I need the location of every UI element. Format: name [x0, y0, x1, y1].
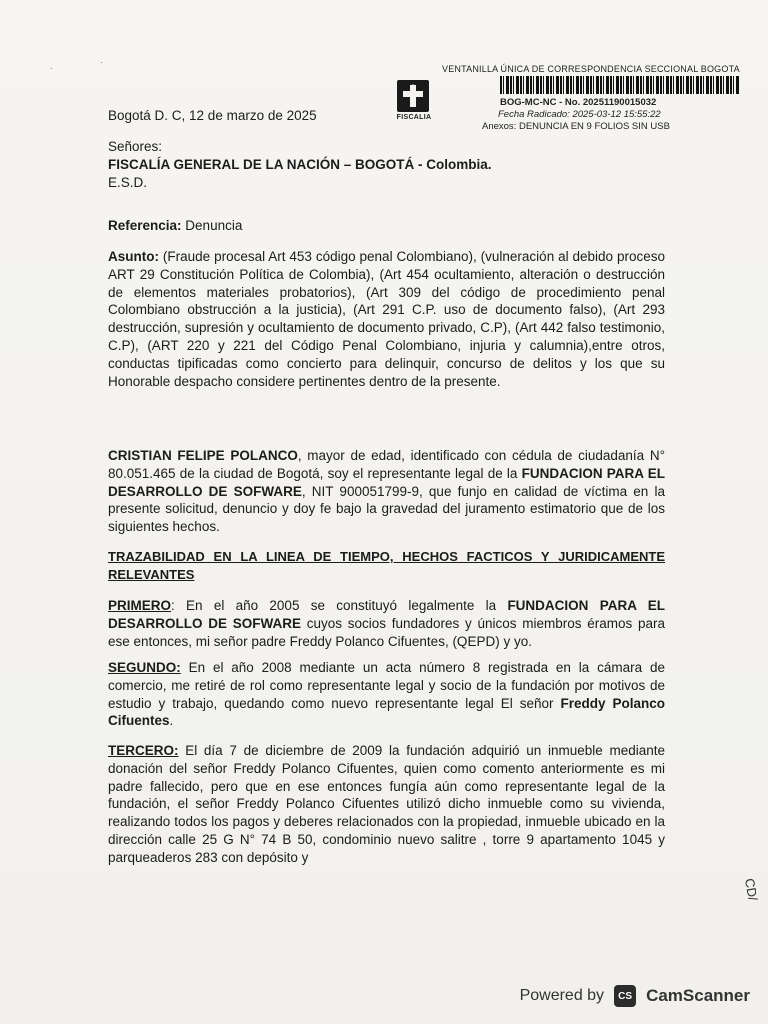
tercero-label: TERCERO: [108, 743, 179, 758]
scanner-watermark [520, 985, 750, 1007]
stamp-anexos: Anexos: DENUNCIA EN 9 FOLIOS SIN USB [482, 121, 670, 132]
segundo-text: En el año 2008 mediante un acta número 8 registrada en la cámara de comercio, me retiré de rol como representante legal y socio de la fundación por motivos de estudio y trabajo, quedando como nuevo representante legal El señor [108, 660, 665, 711]
tercero-paragraph [108, 742, 665, 867]
segundo-end: . [169, 713, 174, 729]
primero-paragraph [108, 597, 665, 650]
primero-text-1: : En el año 2005 se constituyó legalmente la [171, 598, 508, 613]
reference-label: Referencia: [108, 218, 182, 233]
powered-by-text: Powered by [519, 987, 605, 1004]
handwritten-margin-note: CD/ [741, 877, 761, 902]
camscanner-icon: CS [614, 985, 636, 1007]
scan-speck: · [50, 64, 53, 73]
fiscalia-emblem-icon [397, 80, 429, 112]
camscanner-brand: CamScanner [646, 986, 750, 1005]
segundo-name: Freddy Polanco Cifuentes [108, 695, 665, 729]
tercero-text: El día 7 de diciembre de 2009 la fundación adquirió un inmueble mediante donación del señor Freddy Polanco Cifuentes, quien como comento anteriormente es mi padre fallecido, pero que en ese entonces fungía aún como representante legal de la fundación, el señor Freddy Polanco Cifuentes utilizó dicho inmueble como su vivienda, realizando todos los pagos y deberes relacionados con la propiedad, inmueble ubicado en la dirección calle 25 G N° 74 B 50, condominio nuevo salitre , torre 9 apartamento 1045 y parqueaderos 283 con depósito y [108, 743, 665, 865]
recipient-name: FISCALÍA GENERAL DE LA NACIÓN – BOGOTÁ - Colombia. [108, 157, 492, 172]
stamp-fecha: Fecha Radicado: 2025-03-12 15:55:22 [498, 109, 661, 120]
filing-stamp [440, 62, 750, 134]
scan-speck: · [100, 58, 103, 67]
intro-text-1: , mayor de edad, identificado con cédula de ciudadanía N° 80.051.465 de la ciudad de Bogotá, soy el representante legal de la [108, 448, 665, 481]
asunto-label: Asunto: [108, 249, 159, 264]
logo-name: FISCALIA [396, 114, 432, 121]
section-heading: TRAZABILIDAD EN LA LINEA DE TIEMPO, HECHOS FACTICOS Y JURIDICAMENTE RELEVANTES [108, 549, 665, 582]
stamp-radicado: BOG-MC-NC - No. 20251190015032 [500, 97, 657, 108]
stamp-header: VENTANILLA ÚNICA DE CORRESPONDENCIA SECCIONAL BOGOTA [442, 64, 740, 74]
barcode-graphic [500, 76, 740, 94]
intro-text-2: , NIT 900051799-9, que funjo en calidad de víctima en la presente solicitud, denuncio y doy fe bajo la gravedad del juramento estimatorio que de los siguientes hechos. [108, 483, 665, 535]
primero-text-2: cuyos socios fundadores y únicos miembros éramos para ese entonces, mi señor padre Freddy Polanco Cifuentes, (QEPD) y yo. [108, 615, 665, 649]
salutation: Señores: [108, 139, 163, 154]
esd-line: E.S.D. [108, 175, 148, 190]
letter-date: Bogotá D. C, 12 de marzo de 2025 [108, 108, 317, 123]
primero-label: PRIMERO [108, 598, 172, 613]
fiscalia-logo [393, 80, 433, 124]
primero-org: FUNDACION PARA EL DESARROLLO DE SOFWARE [108, 598, 665, 631]
recipient-block [108, 138, 492, 192]
asunto-paragraph [108, 248, 665, 390]
organization-name: FUNDACION PARA EL DESARROLLO DE SOFWARE [108, 465, 665, 499]
complainant-name: CRISTIAN FELIPE POLANCO [108, 448, 298, 463]
segundo-paragraph [108, 659, 665, 730]
reference-line [108, 218, 242, 233]
reference-value: Denuncia [181, 218, 243, 233]
segundo-label: SEGUNDO: [108, 660, 181, 675]
intro-paragraph [108, 447, 665, 536]
asunto-text: (Fraude procesal Art 453 código penal Colombiano), (vulneración al debido proceso ART 29 Constitución Política de Colombia), (Art 454 ocultamiento, alteración o destrucción de elementos materiales probatorios), (Art 309 del código de procedimiento penal Colombiano obstrucción a la justicia), (Art 291 C.P. uso de documento falso), (Art 293 destrucción, supresión y ocultamiento de documento privado, C.P), (Art 442 falso testimonio, C.P), (ART 220 y 221 del Código Penal Colombiano, injuria y calumnia),entre otros, conductas tipificadas como concierto para delinquir, concurso de delitos y los que su Honorable despacho considere pertinentes dentro de la presente. [108, 249, 665, 389]
